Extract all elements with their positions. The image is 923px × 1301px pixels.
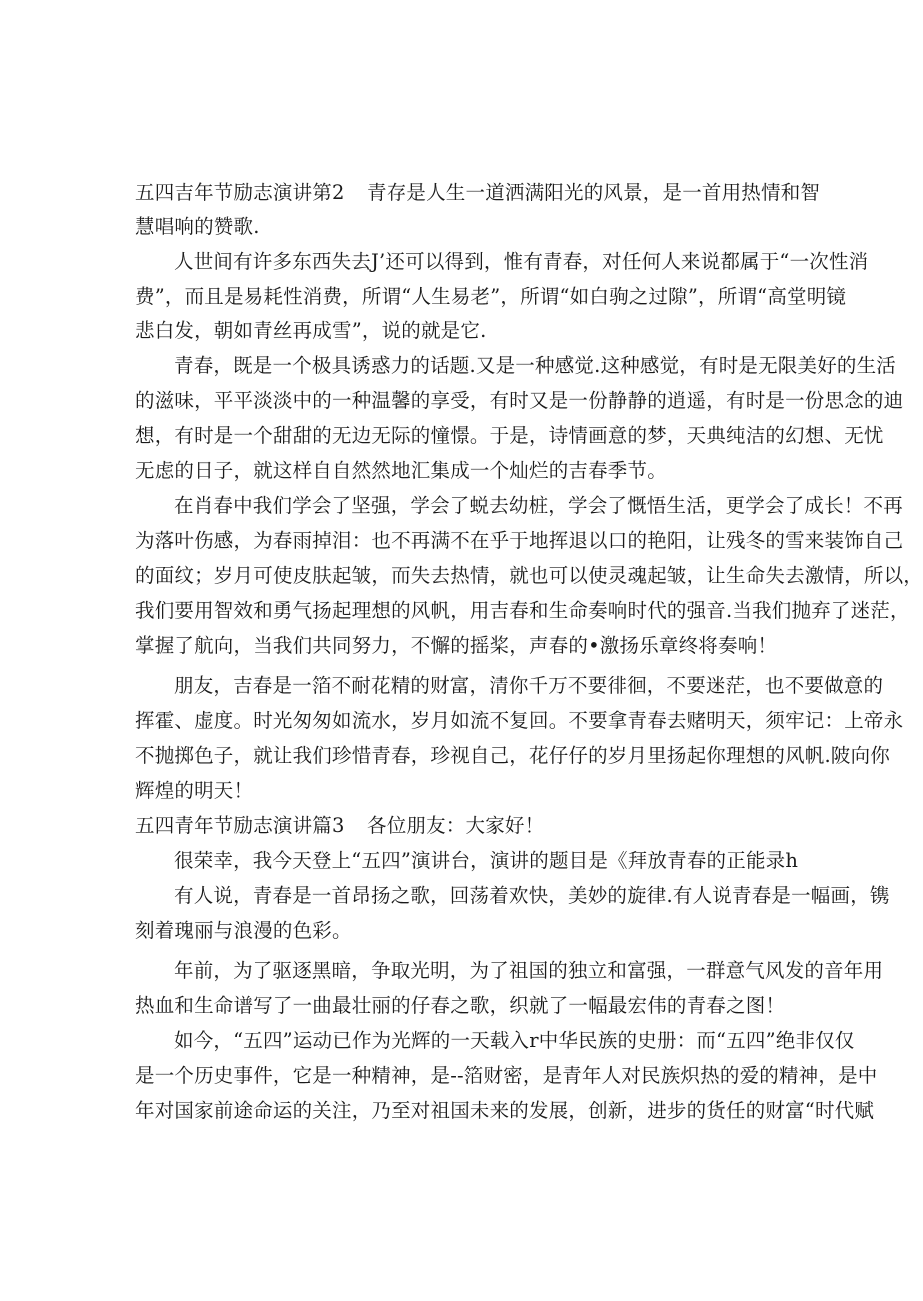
p1-line-1: 人世间有许多东西失去J’还可以得到，惟有青春，对任何人来说都属于“一次性消 — [174, 250, 869, 273]
p1-line-2: 费”，而且是易耗性消费，所谓“人生易老”，所谓“如白驹之过隙”，所谓“高堂明镜 — [135, 285, 847, 308]
p8-line-2: 是一个历史事件，它是一种精神，是--箔财密，是青年人对民族炽热的爱的精神，是中 — [135, 1064, 878, 1087]
section3-title: 五四青年节励志演讲篇3 — [135, 814, 345, 837]
p4-line-1: 朋友，吉春是一箔不耐花精的财富，清你千万不要徘徊，不要迷茫，也不要做意的 — [174, 674, 884, 697]
p3-line-2: 为落叶伤感，为春雨掉泪：也不再满不在乎于地挥退以口的艳阳，让残冬的雪来装饰自己 — [135, 529, 904, 552]
p2-line-2: 的滋味，平平淡淡中的一种温馨的享受，有时又是一份静静的逍遥，有时是一份思念的迪 — [135, 389, 904, 412]
section2-heading-line — [135, 180, 821, 206]
p2-line-3: 想，有时是一个甜甜的无边无际的憧憬。于是，诗情画意的梦，天典纯洁的幻想、无忧 — [135, 424, 884, 447]
p1-line-3: 悲白发，朝如青丝再成雪”，说的就是它. — [135, 319, 487, 342]
p3-line-5: 掌握了航向，当我们共同努力，不懈的摇桨，声春的•激扬乐章终将奏响！ — [135, 634, 778, 657]
p8-line-3: 年对国家前途命运的关注，乃至对祖国未来的发展，创新，进步的货任的财富“时代赋 — [135, 1099, 875, 1122]
section2-intro-cont: 慧唱响的赞歌. — [135, 215, 260, 238]
p5-line-1: 很荣幸，我今天登上“五四”演讲台，演讲的题目是《拜放青春的正能录h — [174, 849, 799, 872]
p4-line-2: 挥霍、虚度。时光匆匆如流水，岁月如流不复回。不要拿青春去赌明天，须牢记：上帝永 — [135, 709, 904, 732]
p7-line-2: 热血和生命谱写了一曲最壮丽的仔春之歌，织就了一幅最宏伟的青春之图！ — [135, 994, 786, 1017]
p2-line-1: 青春，既是一个极具诱惑力的话题.又是一种感觉.这种感觉，有时是无限美好的生活 — [174, 354, 896, 377]
section2-intro: 青存是人生一道洒满阳光的风景，是一首用热情和智 — [367, 181, 821, 204]
p2-line-4: 无虑的日子，就这样自自然然地汇集成一个灿烂的吉春季节。 — [135, 459, 667, 482]
p8-line-1: 如今，“五四”运动已作为光辉的一天载入r中华民族的史册：而“五四”绝非仅仅 — [174, 1029, 855, 1052]
p6-line-2: 刻着瑰丽与浪漫的色彩。 — [135, 919, 352, 942]
section2-title: 五四吉年节励志演讲第2 — [135, 181, 345, 204]
section3-greeting: 各位朋友：大家好！ — [367, 814, 545, 837]
p3-line-3: 的面纹；岁月可使皮肤起皱，而失去热情，就也可以使灵魂起皱，让生命失去激情，所以， — [135, 564, 923, 587]
p6-line-1: 有人说，青春是一首昂扬之歌，回荡着欢快，美妙的旋律.有人说青春是一幅画，镌 — [174, 884, 890, 907]
p4-line-3: 不抛掷色子，就让我们珍惜青春，珍视自己，花仔仔的岁月里扬起你理想的风帆.陂向你 — [135, 744, 890, 767]
p4-line-4: 辉煌的明天！ — [135, 779, 254, 802]
p7-line-1: 年前，为了驱逐黑暗，争取光明，为了祖国的独立和富强，一群意气风发的音年用 — [174, 959, 884, 982]
section3-heading-line — [135, 813, 785, 839]
p3-line-4: 我们要用智效和勇气扬起理想的风帆，用吉春和生命奏响时代的强音.当我们抛弃了迷茫， — [135, 599, 910, 622]
p3-line-1: 在肖春中我们学会了坚强，学会了蜕去幼桩，学会了慨悟生活，更学会了成长！不再 — [174, 494, 903, 517]
